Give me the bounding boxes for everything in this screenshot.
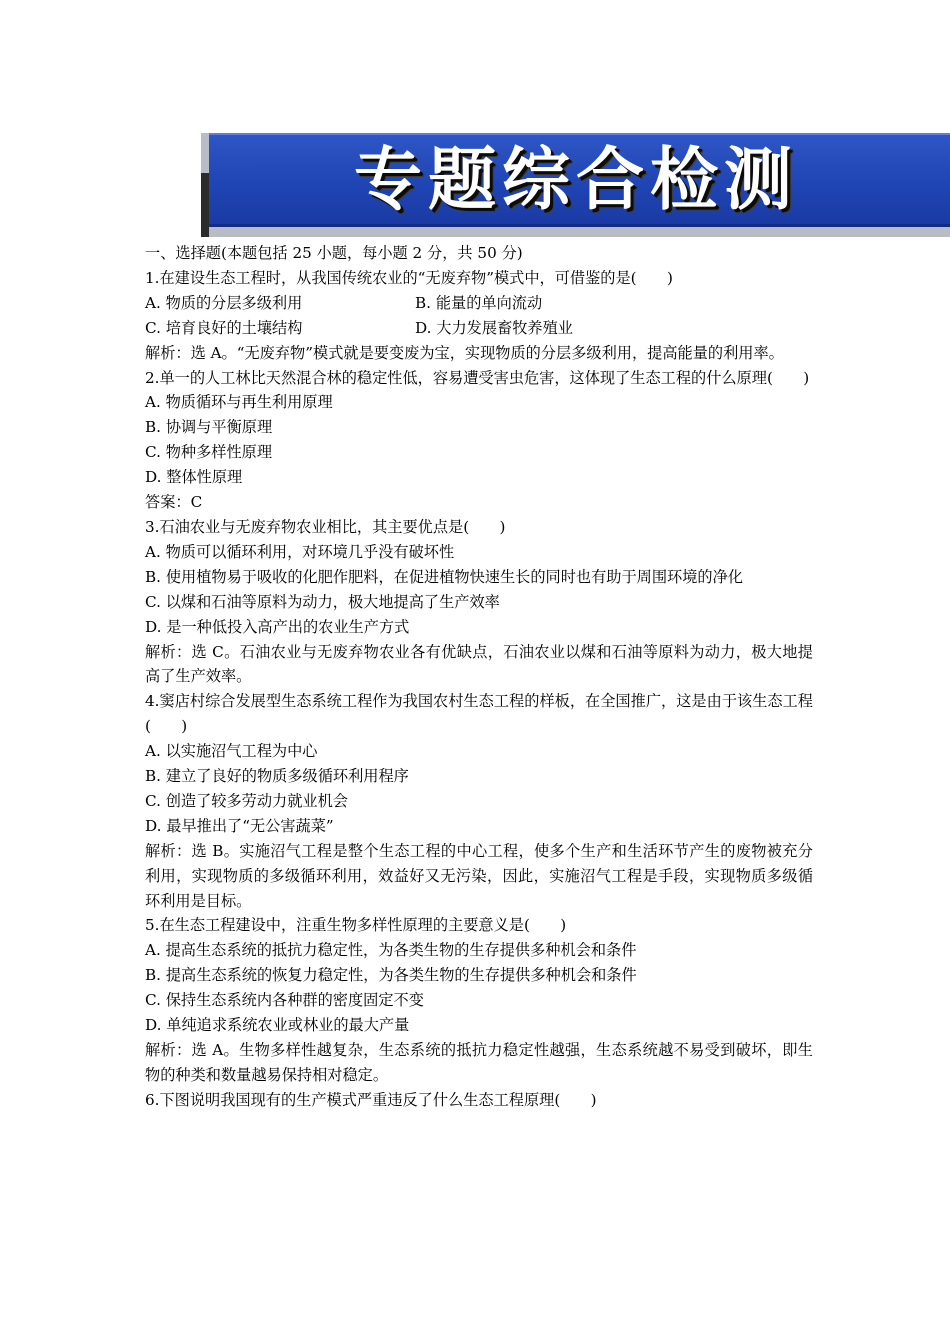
question-1-options-row-1: [145, 291, 813, 316]
question-5-option-d: D. 单纯追求系统农业或林业的最大产量: [145, 1016, 410, 1035]
question-3-option-b: B. 使用植物易于吸收的化肥作肥料，在促进植物快速生长的同时也有助于周围环境的净化: [145, 567, 743, 586]
banner-shadow: [201, 173, 209, 237]
banner-panel: [209, 133, 950, 227]
question-4-option-d: D. 最早推出了“无公害蔬菜”: [145, 816, 334, 835]
question-2-answer: 答案：C: [145, 493, 203, 512]
question-1-option-a: A. 物质的分层多级利用: [145, 293, 303, 312]
question-1-option-d: D. 大力发展畜牧养殖业: [415, 318, 573, 337]
question-5-option-a: A. 提高生态系统的抵抗力稳定性，为各类生物的生存提供多种机会和条件: [145, 941, 637, 960]
question-5-analysis: 解析：选 A。生物多样性越复杂，生态系统的抵抗力稳定性越强，生态系统越不易受到破坏，即生物的种类和数量越易保持相对稳定。: [145, 1041, 813, 1084]
title-banner: [201, 133, 950, 237]
question-4-option-b: B. 建立了良好的物质多级循环利用程序: [145, 767, 409, 786]
question-4-option-a: A. 以实施沼气工程为中心: [145, 742, 318, 761]
question-1-analysis: 解析：选 A。“无废弃物”模式就是要变废为宝，实现物质的分层多级利用，提高能量的利用率。: [145, 343, 784, 362]
question-3-option-d: D. 是一种低投入高产出的农业生产方式: [145, 617, 410, 636]
question-2-option-a: A. 物质循环与再生利用原理: [145, 393, 333, 412]
question-2-option-c: C. 物种多样性原理: [145, 443, 273, 462]
question-3-option-a: A. 物质可以循环利用，对环境几乎没有破坏性: [145, 542, 455, 561]
question-3-analysis: 解析：选 C。石油农业与无废弃物农业各有优缺点，石油农业以煤和石油等原料为动力，极大地提高了生产效率。: [145, 642, 813, 686]
question-2-option-d: D. 整体性原理: [145, 468, 243, 487]
question-1-option-c: C. 培育良好的土壤结构: [145, 318, 303, 337]
question-2-option-b: B. 协调与平衡原理: [145, 418, 273, 437]
question-content: [145, 241, 813, 1113]
question-3-option-c: C. 以煤和石油等原料为动力，极大地提高了生产效率: [145, 592, 500, 611]
question-1-options-row-2: [145, 316, 813, 341]
question-3-stem: 3.石油农业与无废弃物农业相比，其主要优点是( ): [145, 517, 506, 536]
section-header: 一、选择题(本题包括 25 小题，每小题 2 分，共 50 分): [145, 244, 523, 262]
question-5-option-b: B. 提高生态系统的恢复力稳定性，为各类生物的生存提供多种机会和条件: [145, 966, 637, 985]
question-2-stem: 2.单一的人工林比天然混合林的稳定性低，容易遭受害虫危害，这体现了生态工程的什么原理( ): [145, 368, 810, 387]
question-6-stem: 6.下图说明我国现有的生产模式严重违反了什么生态工程原理( ): [145, 1090, 597, 1109]
question-1-stem: 1.在建设生态工程时，从我国传统农业的“无废弃物”模式中，可借鉴的是( ): [145, 268, 673, 287]
question-5-option-c: C. 保持生态系统内各种群的密度固定不变: [145, 991, 424, 1010]
question-4-stem: 4.窦店村综合发展型生态系统工程作为我国农村生态工程的样板，在全国推广，这是由于该生态工程( ): [145, 692, 813, 736]
question-4-analysis: 解析：选 B。实施沼气工程是整个生态工程的中心工程，使多个生产和生活环节产生的废物被充分利用，实现物质的多级循环利用，效益好又无污染，因此，实施沼气工程是手段，实现物质多级循环利用是目标。: [145, 841, 813, 910]
question-5-stem: 5.在生态工程建设中，注重生物多样性原理的主要意义是( ): [145, 916, 567, 935]
question-4-option-c: C. 创造了较多劳动力就业机会: [145, 791, 348, 810]
banner-title: 专题综合检测: [354, 141, 799, 220]
question-1-option-b: B. 能量的单向流动: [415, 293, 543, 312]
